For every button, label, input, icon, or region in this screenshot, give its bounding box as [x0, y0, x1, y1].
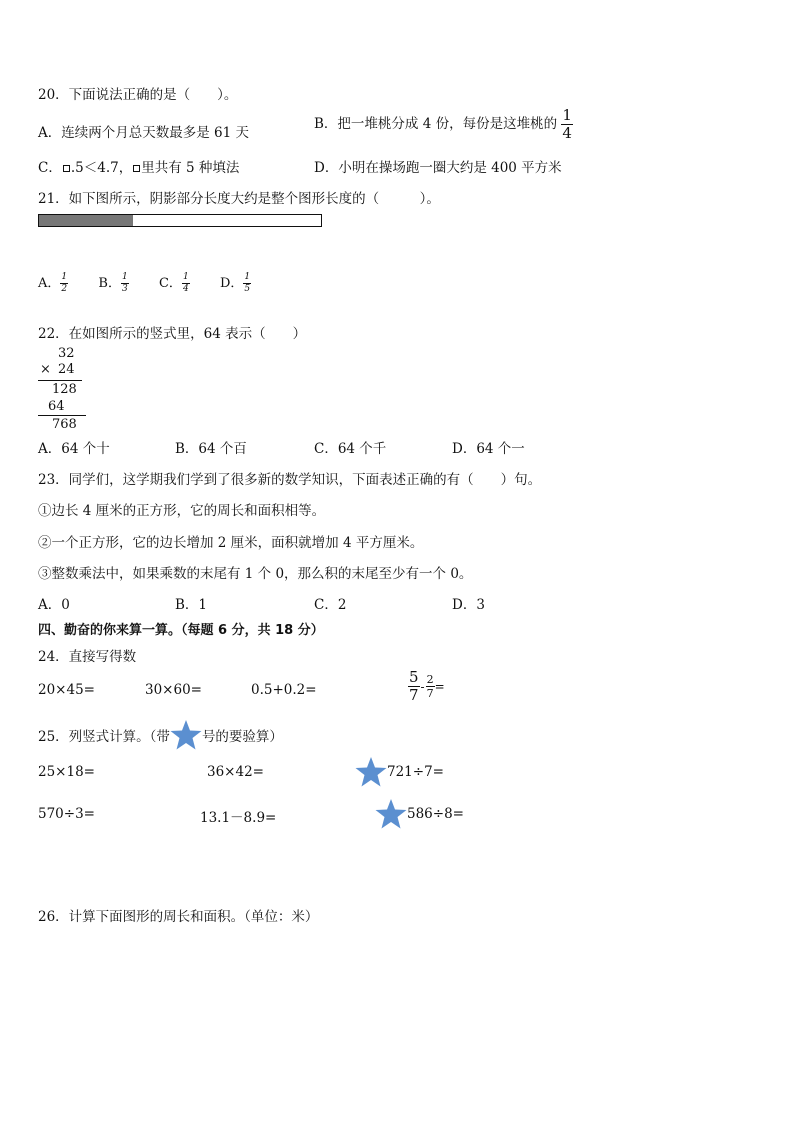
q21-option-d: [219, 272, 251, 294]
q23-option-d: D．3: [452, 597, 485, 613]
vertical-sign: ×: [40, 362, 51, 377]
vertical-top: 32: [58, 346, 75, 361]
fraction-five-sevenths: [408, 670, 420, 703]
minus-sign: -: [420, 679, 425, 694]
vertical-partial-2: 64: [48, 399, 65, 414]
q25-stem-part-2: 号的要验算）: [201, 729, 283, 745]
q25-item-1: 25×18=: [38, 764, 95, 780]
q21-bar: [38, 214, 322, 227]
q25-item-5: 13.1－8.9=: [200, 810, 277, 826]
q26-stem: 26．计算下面图形的周长和面积。（单位：米）: [38, 909, 319, 925]
q20-option-a: A．连续两个月总天数最多是 61 天: [38, 125, 250, 141]
q25-stem: [38, 720, 283, 750]
q21-stem: 21．如下图所示，阴影部分长度大约是整个图形长度的（ ）。: [38, 191, 440, 207]
blank-box-icon: [133, 165, 140, 172]
q20-option-c-mid: .5＜4.7，: [70, 160, 133, 176]
q24-item-3: 0.5+0.2=: [251, 682, 317, 698]
fraction-denominator: 4: [562, 124, 572, 142]
fraction-denominator: 5: [244, 284, 251, 294]
fraction-numerator: 5: [409, 668, 419, 686]
fraction-two-sevenths: [426, 674, 435, 699]
option-label: D．: [219, 276, 244, 291]
q21-options: [38, 272, 251, 294]
q20-option-c-label: C．: [38, 160, 62, 176]
fraction-numerator: 2: [426, 673, 434, 686]
q25-item-6-text: 586÷8=: [407, 806, 464, 822]
option-label: B．: [98, 276, 121, 291]
q20-option-c: [38, 156, 239, 176]
fraction-numerator: 1: [562, 106, 572, 124]
q25-item-3-text: 721÷7=: [387, 764, 444, 780]
q22-option-c: C．64 个千: [314, 441, 387, 457]
fraction-denominator: 2: [61, 284, 68, 294]
vertical-result: 768: [52, 417, 77, 432]
q21-bar-shaded: [39, 215, 133, 226]
q20-option-b-text: B．把一堆桃分成 4 份，每份是这堆桃的: [314, 116, 558, 132]
q21-option-a: [38, 272, 68, 294]
vertical-line-2: [38, 415, 86, 416]
blank-box-icon: [63, 165, 70, 172]
fraction-denominator: 7: [426, 687, 434, 700]
q25-item-2: 36×42=: [207, 764, 264, 780]
fraction-numerator: 1: [244, 272, 251, 282]
q24-stem: 24．直接写得数: [38, 649, 137, 665]
q25-item-3: [355, 757, 444, 787]
q23-statement-2: ②一个正方形，它的边长增加 2 厘米，面积就增加 4 平方厘米。: [38, 535, 424, 551]
q23-statement-3: ③整数乘法中，如果乘数的末尾有 1 个 0，那么积的末尾至少有一个 0。: [38, 566, 473, 582]
option-fraction: [121, 273, 129, 294]
q22-option-b: B．64 个百: [175, 441, 247, 457]
q20-option-b-fraction: [561, 108, 573, 141]
fraction-numerator: 1: [121, 272, 128, 282]
fraction-denominator: 3: [121, 284, 128, 294]
q25-item-4: 570÷3=: [38, 806, 95, 822]
q22-option-a: A．64 个十: [38, 441, 110, 457]
q21-option-b: [98, 272, 128, 294]
option-fraction: [243, 273, 251, 294]
q22-vertical-calculation: [38, 346, 90, 432]
q20-option-c-suffix: 里共有 5 种填法: [141, 160, 240, 176]
vertical-partial-1: 128: [52, 382, 77, 397]
q23-stem: 23．同学们，这学期我们学到了很多新的数学知识，下面表述正确的有（ ）句。: [38, 472, 542, 488]
q20-option-b: [314, 108, 573, 141]
q22-option-d: D．64 个一: [452, 441, 525, 457]
q23-option-a: A．0: [38, 597, 70, 613]
section-4-title: 四、勤奋的你来算一算。（每题 6 分，共 18 分）: [38, 623, 324, 638]
option-label: A．: [38, 276, 61, 291]
q25-stem-part-1: 25．列竖式计算。（带: [38, 729, 170, 745]
fraction-denominator: 7: [409, 686, 419, 704]
q20-stem: 20．下面说法正确的是（ ）。: [38, 87, 238, 103]
fraction-numerator: 1: [61, 272, 68, 282]
q20-option-d: D．小明在操场跑一圈大约是 400 平方米: [314, 160, 562, 176]
option-label: C．: [158, 276, 182, 291]
vertical-line-1: [38, 380, 82, 381]
option-fraction: [182, 273, 190, 294]
q21-option-c: [158, 272, 190, 294]
q23-option-b: B．1: [175, 597, 208, 613]
fraction-numerator: 1: [182, 272, 189, 282]
q23-option-c: C．2: [314, 597, 347, 613]
star-icon: [355, 757, 387, 787]
star-icon: [375, 799, 407, 829]
equals-sign: =: [434, 679, 445, 694]
q23-statement-1: ①边长 4 厘米的正方形，它的周长和面积相等。: [38, 503, 326, 519]
q24-item-4: [408, 670, 445, 703]
fraction-denominator: 4: [182, 284, 189, 294]
star-icon: [170, 720, 202, 750]
q22-stem: 22．在如图所示的竖式里，64 表示（ ）: [38, 326, 307, 342]
q24-item-1: 20×45=: [38, 682, 95, 698]
option-fraction: [60, 273, 68, 294]
q25-item-6: [375, 799, 464, 829]
vertical-multiplier: 24: [58, 362, 75, 377]
q24-item-2: 30×60=: [145, 682, 202, 698]
